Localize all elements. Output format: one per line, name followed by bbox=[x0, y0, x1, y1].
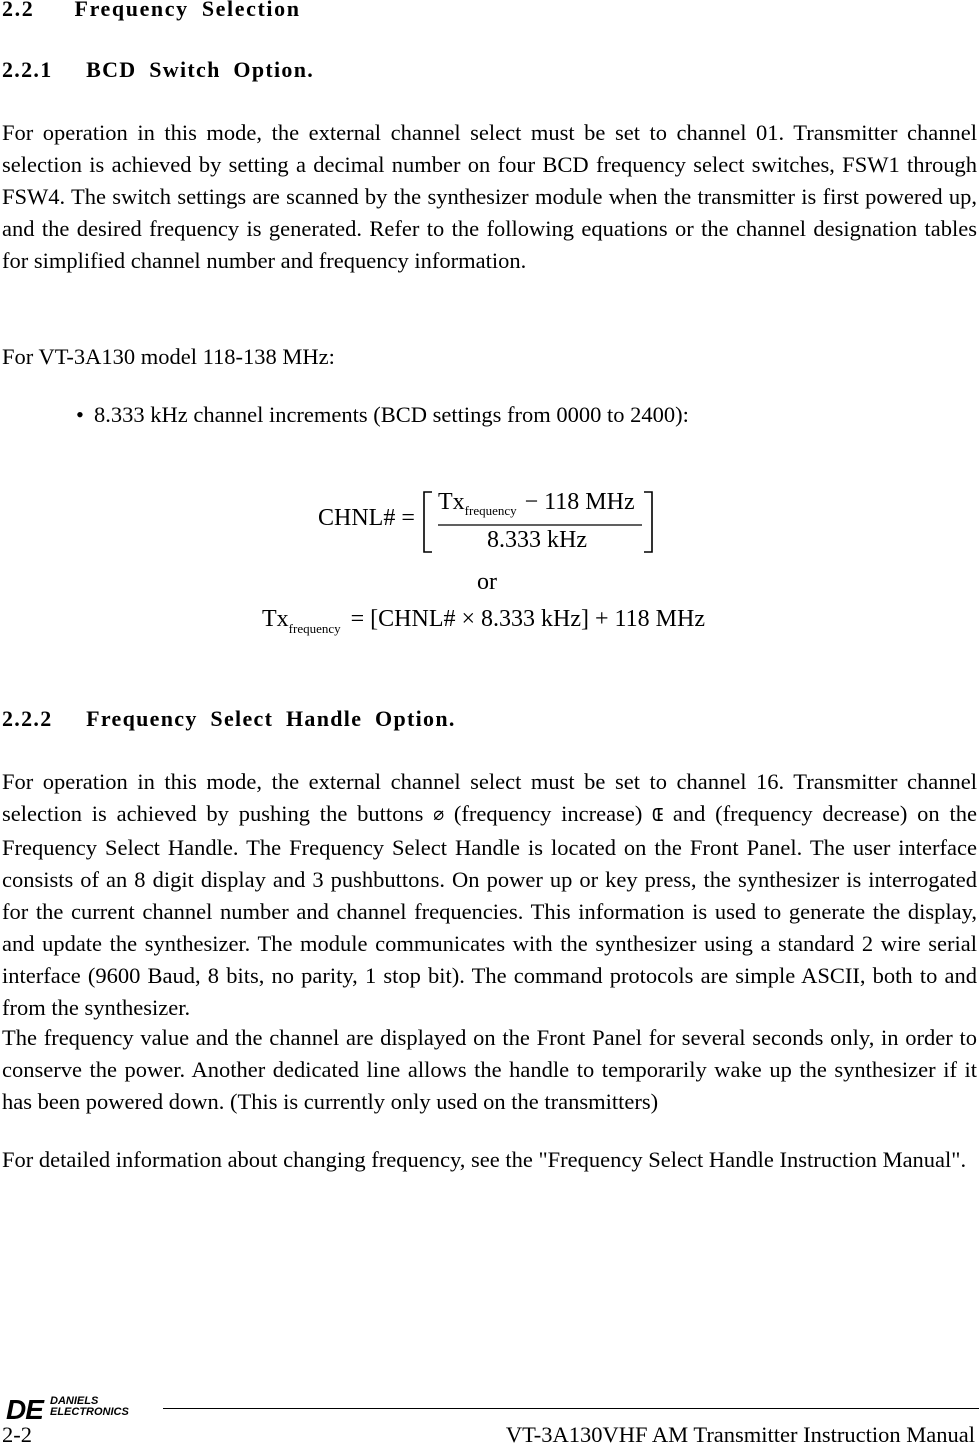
eq1-subscript: frequency bbox=[464, 503, 517, 518]
equation-1-denominator: 8.333 kHz bbox=[487, 527, 587, 553]
handle-paragraph-1-part-b: (frequency increase) bbox=[453, 801, 643, 826]
handle-paragraph-3: For detailed information about changing frequency, see the "Frequency Select Handle Instruction Manual". bbox=[2, 1147, 967, 1172]
handle-paragraph-2: The frequency value and the channel are displayed on the Front Panel for several seconds only, in order to conserve the power. Another dedicated line allows the handle to temporarily wake up the synthesizer if it has been powered down. (This is currently only used on the transmitters) bbox=[2, 1025, 977, 1114]
eq2-tx: Tx bbox=[262, 606, 289, 632]
subsection-title: BCD Switch Option. bbox=[86, 57, 315, 82]
bullet-text: 8.333 kHz channel increments (BCD settings from 0000 to 2400): bbox=[94, 402, 689, 427]
eq2-subscript: frequency bbox=[288, 621, 341, 636]
frequency-decrease-button-icon: Œ bbox=[652, 805, 664, 826]
equation-1-lhs: CHNL# = bbox=[318, 505, 415, 531]
model-line: For VT-3A130 model 118-138 MHz: bbox=[2, 344, 335, 369]
subsection-heading-handle bbox=[2, 706, 456, 732]
subsection-number: 2.2.1 bbox=[2, 57, 53, 82]
frequency-increase-button-icon: ∅ bbox=[433, 805, 445, 826]
section-heading bbox=[2, 0, 301, 22]
subsection-number: 2.2.2 bbox=[2, 706, 53, 731]
section-number: 2.2 bbox=[2, 0, 35, 21]
footer-rule bbox=[163, 1408, 979, 1409]
logo-line-1: DANIELS bbox=[50, 1395, 99, 1407]
equation-1-numerator bbox=[438, 489, 635, 516]
logo-company-name bbox=[50, 1396, 129, 1418]
logo-line-2: ELECTRONICS bbox=[50, 1406, 129, 1418]
equation-or: or bbox=[477, 569, 497, 595]
bullet-item bbox=[76, 399, 689, 431]
page-number: 2-2 bbox=[2, 1422, 32, 1447]
eq1-minus-118: − 118 MHz bbox=[524, 489, 635, 515]
handle-paragraph-1-part-a: For operation in this mode, the external channel select must be set to channel 16. Transmitter channel selection is achieved by pushing the buttons bbox=[2, 769, 977, 826]
eq2-rhs: = [CHNL# × 8.333 kHz] + 118 MHz bbox=[350, 606, 705, 632]
subsection-heading-bcd bbox=[2, 57, 314, 83]
eq1-tx: Tx bbox=[438, 489, 465, 515]
subsection-title: Frequency Select Handle Option. bbox=[86, 706, 456, 731]
section-title: Frequency Selection bbox=[74, 0, 301, 21]
manual-title: VT-3A130VHF AM Transmitter Instruction Manual bbox=[505, 1422, 975, 1447]
bcd-paragraph: For operation in this mode, the external channel select must be set to channel 01. Transmitter channel selection is achieved by setting a decimal number on four BCD frequency select switches, FSW1 through FSW4. The switch settings are scanned by the synthesizer module when the transmitter is first powered up, and the desired frequency is generated. Refer to the following equations or the channel designation tables for simplified channel number and frequency information. bbox=[2, 120, 977, 273]
logo-letters: DE bbox=[6, 1394, 43, 1425]
equation-2 bbox=[262, 606, 705, 636]
handle-paragraph-1-part-c: and (frequency decrease) on the Frequency Select Handle. The Frequency Select Handle is located on the Front Panel. The user interface consists of an 8 digit display and 3 pushbuttons. On power up or key press, the synthesizer is interrogated for the current channel number and channel frequencies. This information is used to generate the display, and update the synthesizer. The module communicates with the synthesizer using a standard 2 wire serial interface (9600 Baud, 8 bits, no parity, 1 stop bit). The command protocols are simple ASCII, both to and from the synthesizer. bbox=[2, 801, 977, 1020]
bullet-dot-icon: • bbox=[76, 402, 84, 427]
handle-paragraph-1 bbox=[2, 766, 977, 1024]
